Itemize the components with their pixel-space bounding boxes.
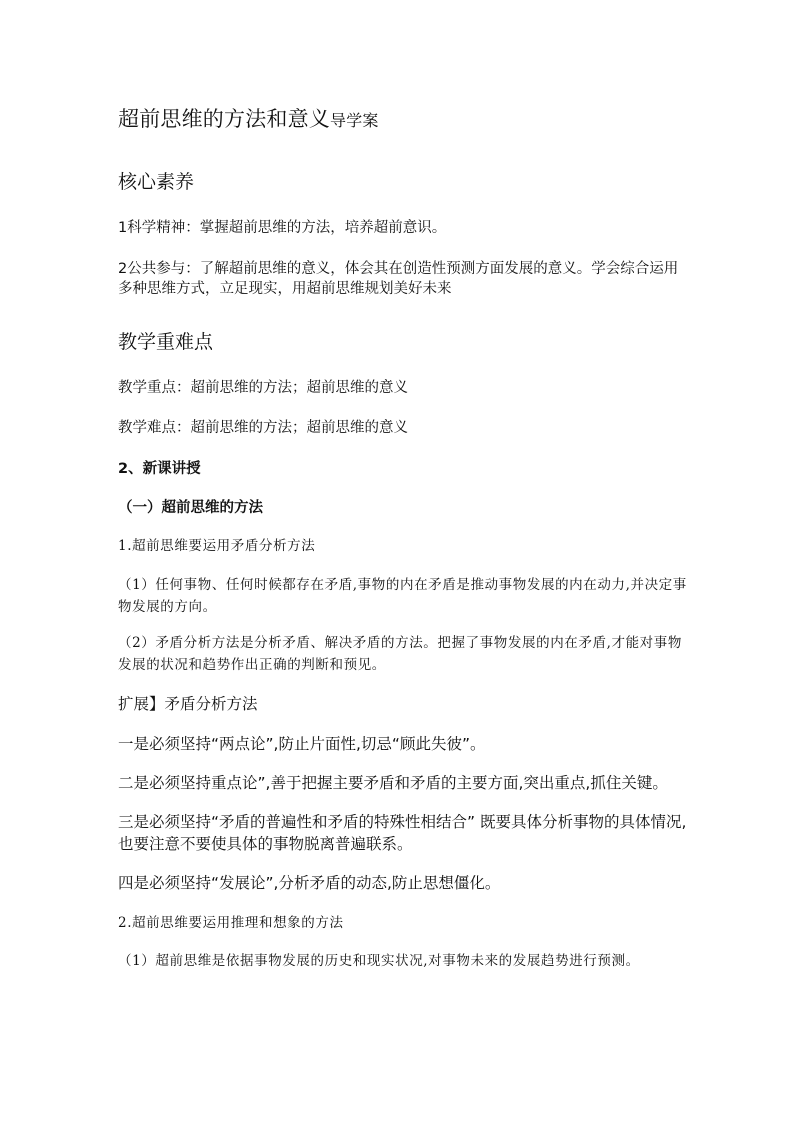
teaching-focus: 教学重点：超前思维的方法；超前思维的意义 <box>118 380 408 396</box>
extend-title: 扩展】矛盾分析方法 <box>118 695 258 713</box>
lesson-heading: 2、新课讲授 <box>118 461 201 477</box>
heading-core-literacy: 核心素养 <box>118 171 195 193</box>
extend-point-3: 三是必须坚持“矛盾的普遍性和矛盾的特殊性相结合” 既要具体分析事物的具体情况,也要注意不要使具体的事物脱离普遍联系。 <box>118 813 687 853</box>
extend-point-2: 二是必须坚持重点论”,善于把握主要矛盾和矛盾的主要方面,突出重点,抓住关键。 <box>118 774 668 792</box>
extend-point-1: 一是必须坚持“两点论”,防止片面性,切忌“顾此失彼”。 <box>118 735 486 753</box>
extend-point-4: 四是必须坚持“发展论”,分析矛盾的动态,防止思想僵化。 <box>118 874 501 892</box>
item1-paragraph-2: （2）矛盾分析方法是分析矛盾、解决矛盾的方法。把握了事物发展的内在矛盾,才能对事物发展的状况和趋势作出正确的判断和预见。 <box>118 635 682 673</box>
item2-title: 2.超前思维要运用推理和想象的方法 <box>118 915 344 931</box>
document-title <box>118 103 688 133</box>
teaching-difficulty: 教学难点：超前思维的方法；超前思维的意义 <box>118 420 408 436</box>
item1-paragraph-1: （1）任何事物、任何时候都存在矛盾,事物的内在矛盾是推动事物发展的内在动力,并决定事物发展的方向。 <box>118 577 687 615</box>
core-paragraph-2: 2公共参与：了解超前思维的意义，体会其在创造性预测方面发展的意义。学会综合运用多种思维方式，立足现实，用超前思维规划美好未来 <box>118 261 679 297</box>
core-paragraph-1: 1科学精神：掌握超前思维的方法，培养超前意识。 <box>118 220 447 236</box>
item1-title: 1.超前思维要运用矛盾分析方法 <box>118 538 316 554</box>
item2-paragraph-1: （1）超前思维是依据事物发展的历史和现实状况,对事物未来的发展趋势进行预测。 <box>118 953 640 969</box>
lesson-subheading-methods: （一）超前思维的方法 <box>118 500 263 516</box>
heading-key-difficult: 教学重难点 <box>118 331 214 353</box>
title-suffix: 导学案 <box>330 111 379 130</box>
title-main: 超前思维的方法和意义 <box>118 107 330 131</box>
